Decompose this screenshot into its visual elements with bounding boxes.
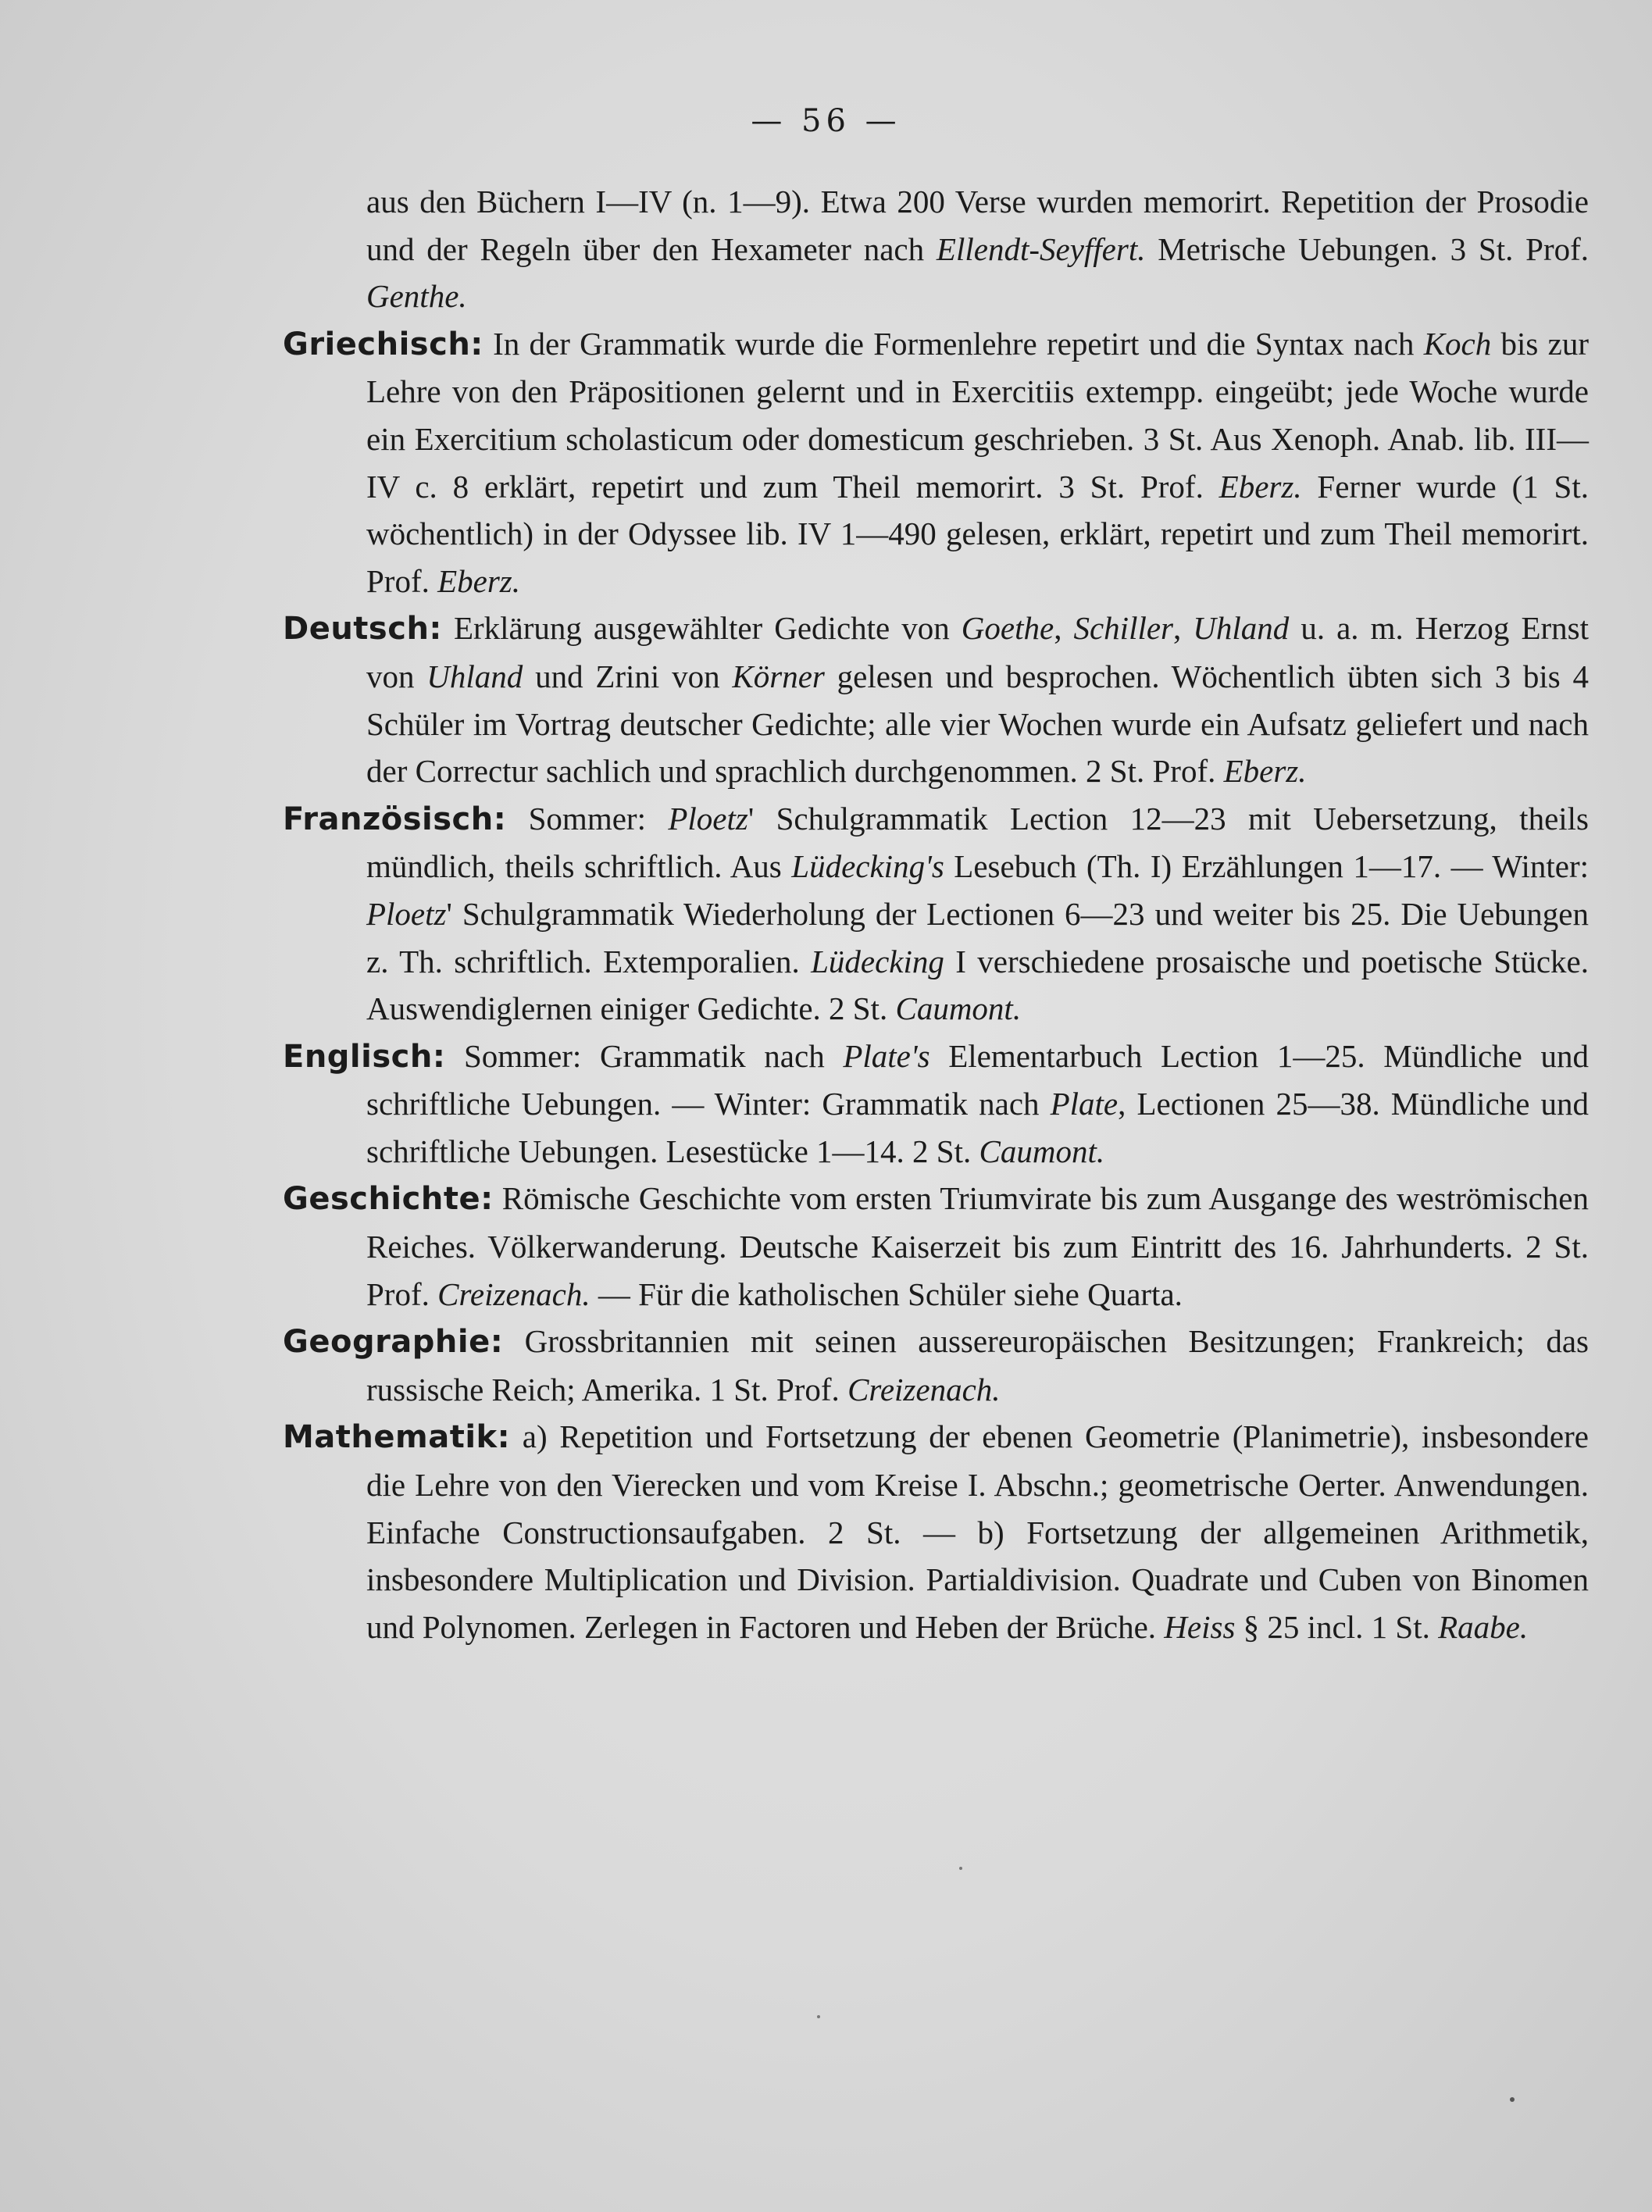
section-griechisch [283,320,1589,605]
author-name: Heiss [1164,1608,1236,1645]
author-name: Plate's [843,1037,930,1074]
text-run: Grossbritannien mit seinen aussereuropäischen Besitzungen; Frankreich; das russische Reich; Amerika. 1 St. Prof. [366,1323,1589,1407]
paper-speck [959,1867,962,1870]
author-name: Plate [1050,1086,1119,1122]
text-run: gelesen und besprochen. Wöchentlich übten sich 3 bis 4 Schüler im Vortrag deutscher Gedichte; alle vier Wochen wurde ein Aufsatz geliefert und nach der Correctur sachlich und sprachlich durchgenommen. 2 St. Prof. [366,658,1589,790]
section-heading: Französisch: [283,801,507,837]
teacher-name: Creizenach. [437,1275,591,1312]
text-run: und Zrini von [523,658,733,694]
text-run: u. a. m. Herzog Ernst von [366,610,1589,694]
teacher-name: Eberz. [1218,468,1302,505]
section-heading: Geschichte: [283,1181,494,1218]
author-name: Uhland [426,658,523,694]
author-name: Ellendt-Seyffert. [936,230,1146,267]
text-run: Metrische Uebungen. 3 St. Prof. [1145,230,1590,267]
section-heading: Griechisch: [283,326,483,362]
text-run: , [1054,610,1074,647]
section-englisch [283,1033,1589,1176]
teacher-name: Caumont. [895,990,1022,1027]
text-run: aus den Büchern I—IV (n. 1—9). Etwa 200 Verse wurden memorirt. Repetition der Prosodie und der Regeln über den Hexameter nach [366,184,1589,267]
author-name: Goethe [961,610,1054,647]
author-name: Uhland [1193,610,1290,647]
text-run: bis zur Lehre von den Präpositionen gelernt und in Exercitiis extempp. eingeübt; jede Woche wurde ein Exercitium scholasticum oder domesticum geschrieben. 3 St. Aus Xenoph. Anab. lib. III—IV c. 8 erklärt, repetirt und zum Theil memorirt. 3 St. Prof. [366,325,1589,505]
teacher-name: Eberz. [437,562,521,599]
text-run: Sommer: Grammatik nach [445,1037,844,1074]
text-run: Lesebuch (Th. I) Erzählungen 1—17. — Winter: [944,848,1589,885]
text-run: , [1173,610,1194,647]
page-content [283,178,1589,1650]
author-name: Lüdecking's [791,848,944,885]
text-run: ' Schulgrammatik Wiederholung der Lectionen 6—23 und weiter bis 25. Die Uebungen z. Th. schriftlich. Extemporalien. [366,895,1589,979]
text-run: Römische Geschichte vom ersten Triumvirate bis zum Ausgange des weströmischen Reiches. Völkerwanderung. Deutsche Kaiserzeit bis zum Eintritt des 16. Jahrhunderts. 2 St. Prof. [366,1180,1589,1312]
section-heading: Englisch: [283,1038,446,1075]
author-name: Körner [732,658,825,694]
text-run: ' Schulgrammatik Lection 12—23 mit Uebersetzung, theils mündlich, theils schriftlich. Aus [366,800,1589,885]
section-heading: Mathematik: [283,1419,511,1456]
section-heading: Deutsch: [283,611,442,648]
text-run: Elementarbuch Lection 1—25. Mündliche und schriftliche Uebungen. — Winter: Grammatik nach [366,1037,1589,1122]
author-name: Ploetz [366,895,447,932]
section-mathematik [283,1413,1589,1650]
teacher-name: Caumont. [979,1133,1105,1169]
teacher-name: Genthe. [366,278,467,315]
text-run: In der Grammatik wurde die Formenlehre repetirt und die Syntax nach [483,325,1424,362]
author-name: Koch [1423,325,1492,362]
text-run: — Für die katholischen Schüler siehe Quarta. [590,1275,1183,1312]
teacher-name: Raabe. [1438,1608,1529,1645]
section-geschichte [283,1175,1589,1318]
text-run: , Lectionen 25—38. Mündliche und schriftliche Uebungen. Lesestücke 1—14. 2 St. [366,1086,1589,1169]
author-name: Schiller [1073,610,1174,647]
text-run: Sommer: [506,800,669,837]
text-run: I verschiedene prosaische und poetische Stücke. Auswendiglernen einiger Gedichte. 2 St. [366,943,1589,1027]
section-franzoesisch [283,795,1589,1033]
section-heading: Geographie: [283,1324,504,1361]
page-number: — 56 — [751,103,901,139]
teacher-name: Creizenach. [847,1371,1001,1407]
text-run: Ferner wurde (1 St. wöchentlich) in der Odyssee lib. IV 1—490 gelesen, erklärt, repetirt und zum Theil memorirt. Prof. [366,468,1590,599]
teacher-name: Eberz. [1223,753,1307,790]
author-name: Ploetz [668,800,748,837]
section-geographie [283,1318,1589,1413]
continued-paragraph-latin [283,178,1589,320]
author-name: Lüdecking [811,943,944,979]
paper-speck [1510,2097,1515,2102]
text-run: a) Repetition und Fortsetzung der ebenen Geometrie (Planimetrie), insbesondere die Lehre von den Vierecken und vom Kreise I. Abschn.; geometrische Oerter. Anwendungen. Einfache Constructionsaufgaben. 2 St. — b) Fortsetzung der allgemeinen Arithmetik, insbesondere Multiplication und Division. Partialdivision. Quadrate und Cuben von Binomen und Polynomen. Zerlegen in Factoren und Heben der Brüche. [366,1418,1589,1645]
section-deutsch [283,605,1589,794]
text-run: Erklärung ausgewählter Gedichte von [441,610,962,647]
text-run: § 25 incl. 1 St. [1235,1608,1439,1645]
paper-speck [817,2015,820,2018]
